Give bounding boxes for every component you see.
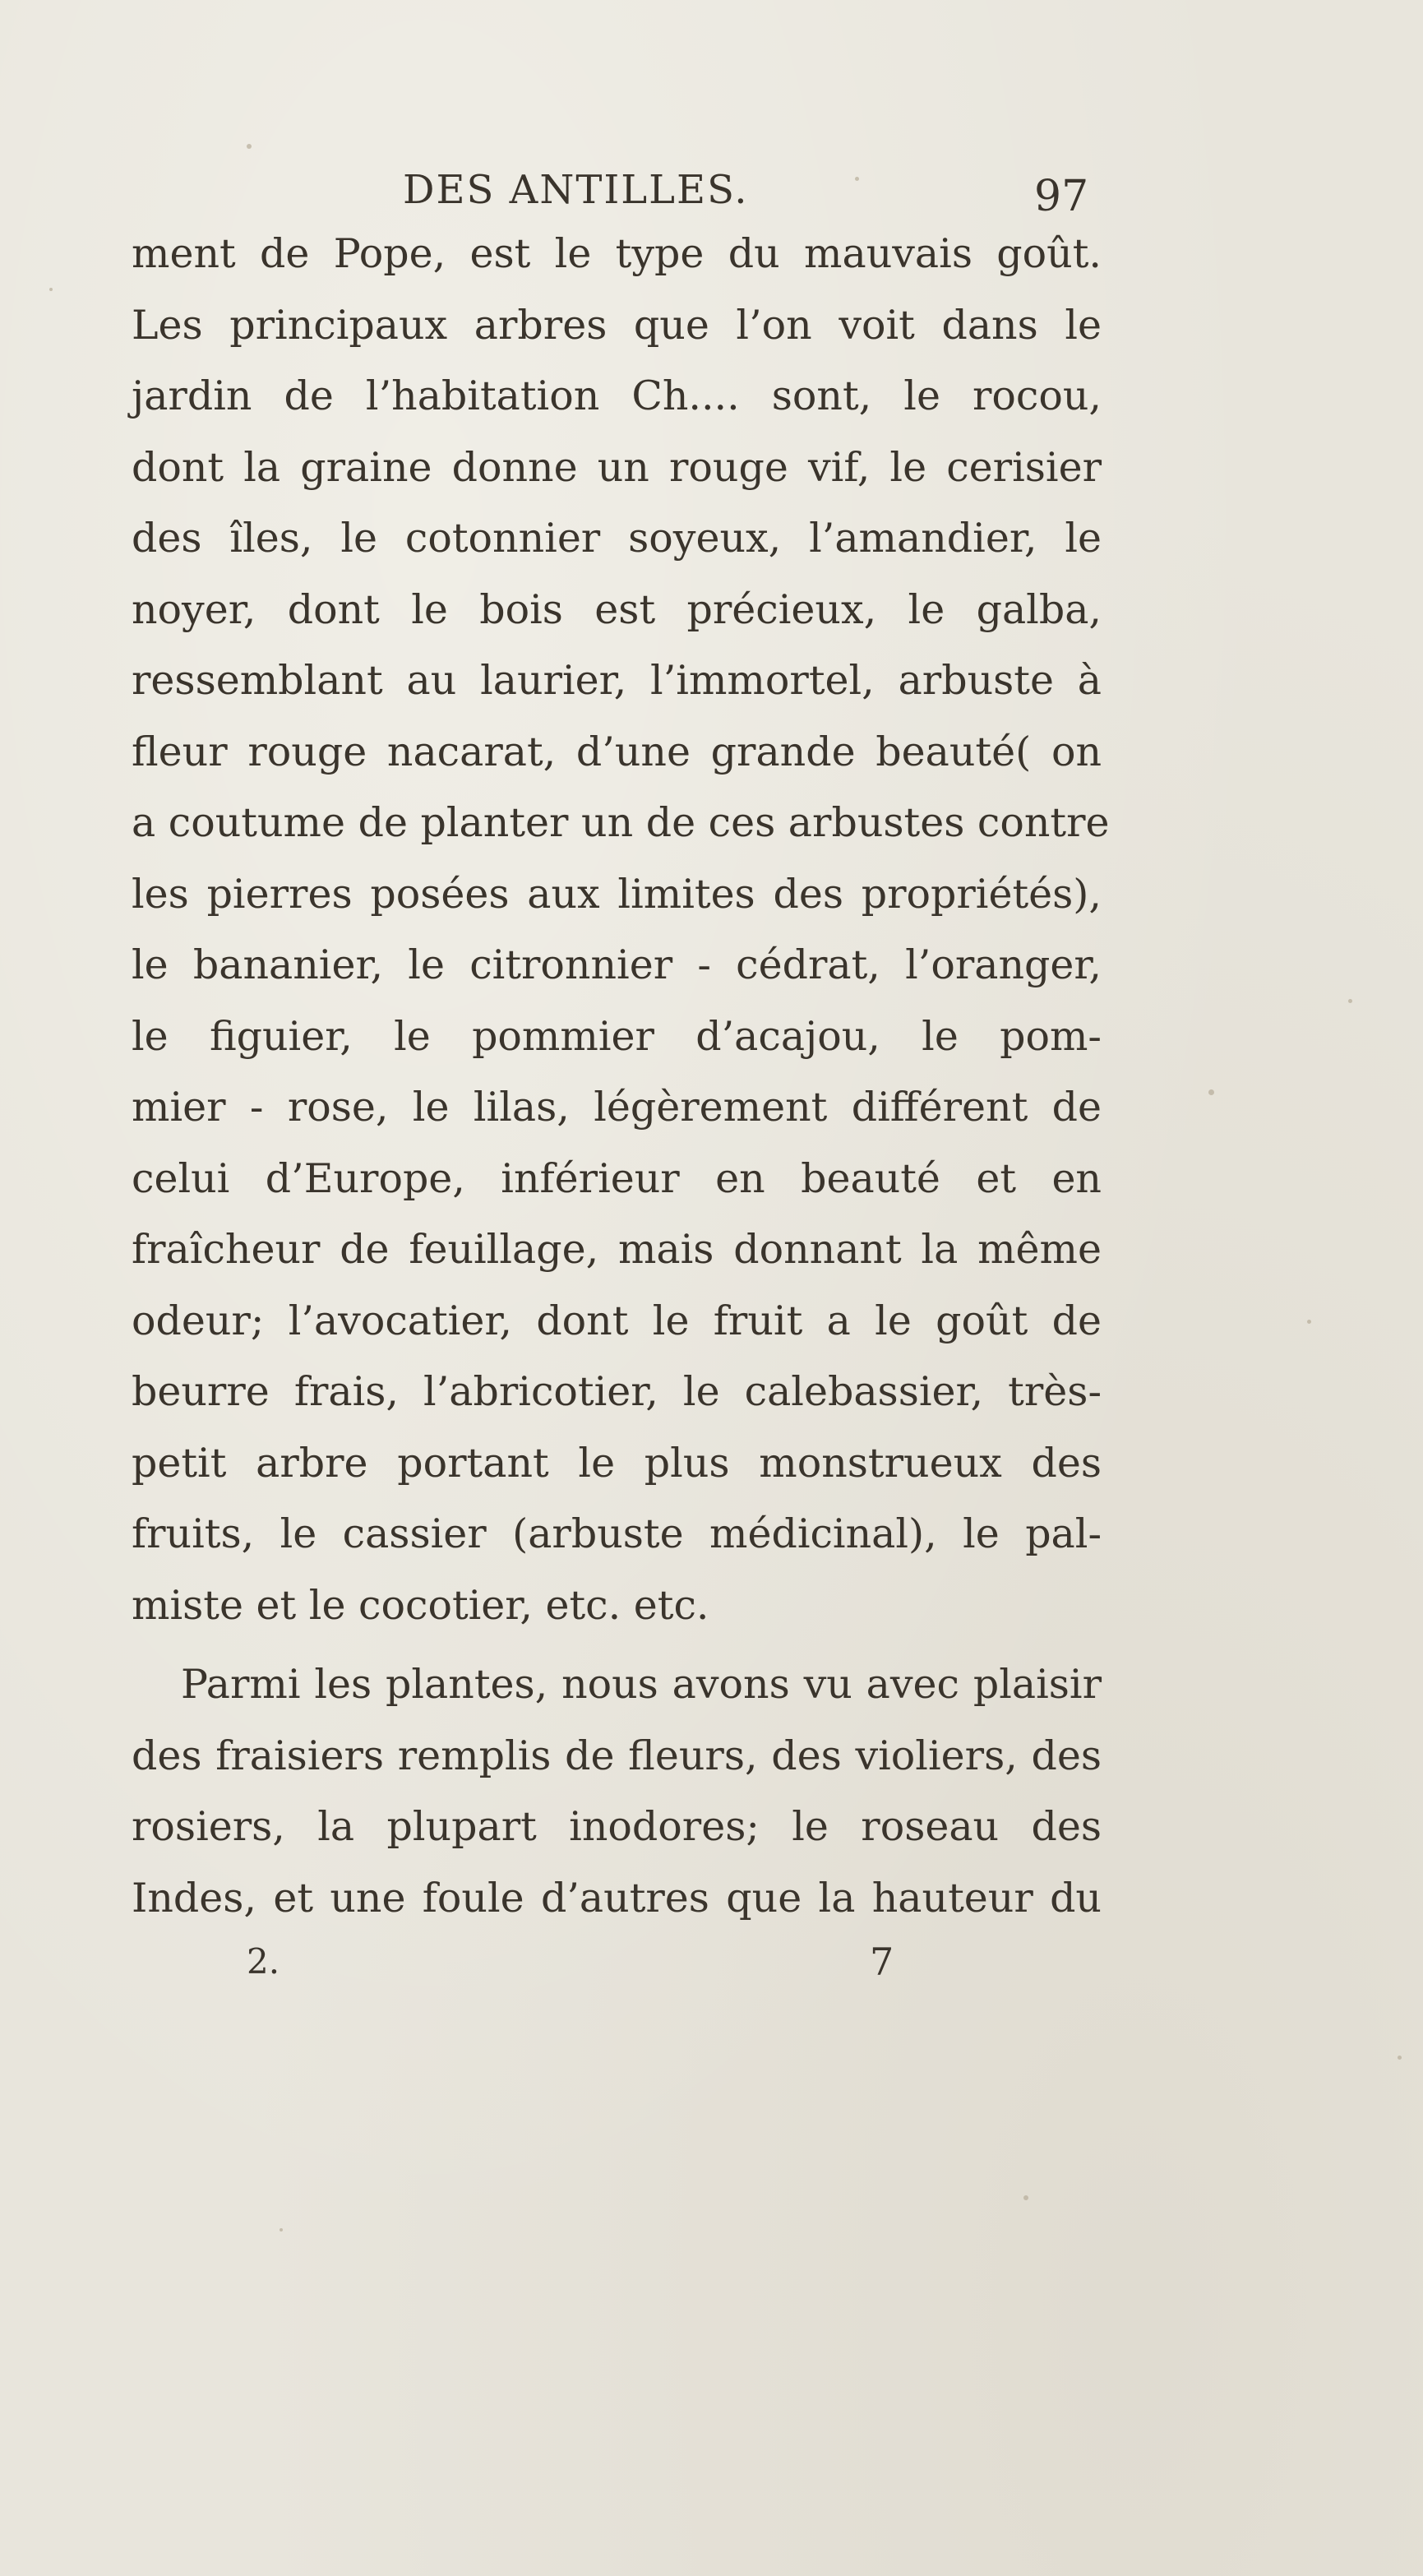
text-block xyxy=(132,161,1110,1984)
text-line: le figuier, le pommier d’acajou, le pom- xyxy=(132,1012,1102,1060)
text-line: les pierres posées aux limites des propriétés), xyxy=(132,870,1102,918)
paper-speck xyxy=(1208,1089,1214,1095)
paper-speck xyxy=(280,2228,283,2231)
paper-speck xyxy=(247,144,252,149)
text-line: rosiers, la plupart inodores; le roseau des xyxy=(132,1803,1102,1850)
text-line: fleur rouge nacarat, d’une grande beauté( on xyxy=(132,728,1102,775)
paper-speck xyxy=(1023,2195,1028,2200)
paper-speck xyxy=(1307,1320,1311,1324)
paragraph xyxy=(132,1649,1102,1934)
text-line: Parmi les plantes, nous avons vu avec plaisir xyxy=(181,1661,1102,1708)
paper-speck xyxy=(49,288,53,291)
text-line: fraîcheur de feuillage, mais donnant la même xyxy=(132,1226,1102,1273)
text-line: Indes, et une foule d’autres que la hauteur du xyxy=(132,1874,1102,1922)
text-line: dont la graine donne un rouge vif, le cerisier xyxy=(132,443,1102,491)
catchword: 7 xyxy=(870,1940,894,1984)
text-line: noyer, dont le bois est précieux, le galba, xyxy=(132,585,1102,633)
text-line: ressemblant au laurier, l’immortel, arbuste à xyxy=(132,657,1102,704)
paper-speck xyxy=(1398,2056,1402,2060)
text-line: ment de Pope, est le type du mauvais goût. xyxy=(132,230,1102,277)
text-line: celui d’Europe, inférieur en beauté et en xyxy=(132,1154,1102,1202)
text-line: petit arbre portant le plus monstrueux des xyxy=(132,1439,1102,1487)
text-line: des fraisiers remplis de fleurs, des violiers, des xyxy=(132,1732,1102,1779)
text-line: a coutume de planter un de ces arbustes contre xyxy=(132,799,1110,846)
page-number: 97 xyxy=(1034,172,1089,221)
text-line: mier - rose, le lilas, légèrement différent de xyxy=(132,1084,1102,1131)
paper-speck xyxy=(1348,999,1352,1003)
paragraph xyxy=(132,219,1110,1641)
text-line: jardin de l’habitation Ch.... sont, le rocou, xyxy=(132,372,1102,419)
text-line: odeur; l’avocatier, dont le fruit a le goût de xyxy=(132,1297,1102,1344)
text-line: le bananier, le citronnier - cédrat, l’oranger, xyxy=(132,941,1102,988)
text-line: miste et le cocotier, etc. etc. xyxy=(132,1581,709,1629)
running-head xyxy=(132,161,1102,219)
text-line: Les principaux arbres que l’on voit dans le xyxy=(132,301,1102,349)
text-line: fruits, le cassier (arbuste médicinal), le pal- xyxy=(132,1510,1102,1557)
page-footer xyxy=(132,1929,1102,1995)
running-title: DES ANTILLES. xyxy=(403,167,749,213)
signature-mark: 2. xyxy=(247,1941,280,1982)
text-line: des îles, le cotonnier soyeux, l’amandier, le xyxy=(132,515,1102,562)
text-line: beurre frais, l’abricotier, le calebassier, très- xyxy=(132,1368,1102,1415)
